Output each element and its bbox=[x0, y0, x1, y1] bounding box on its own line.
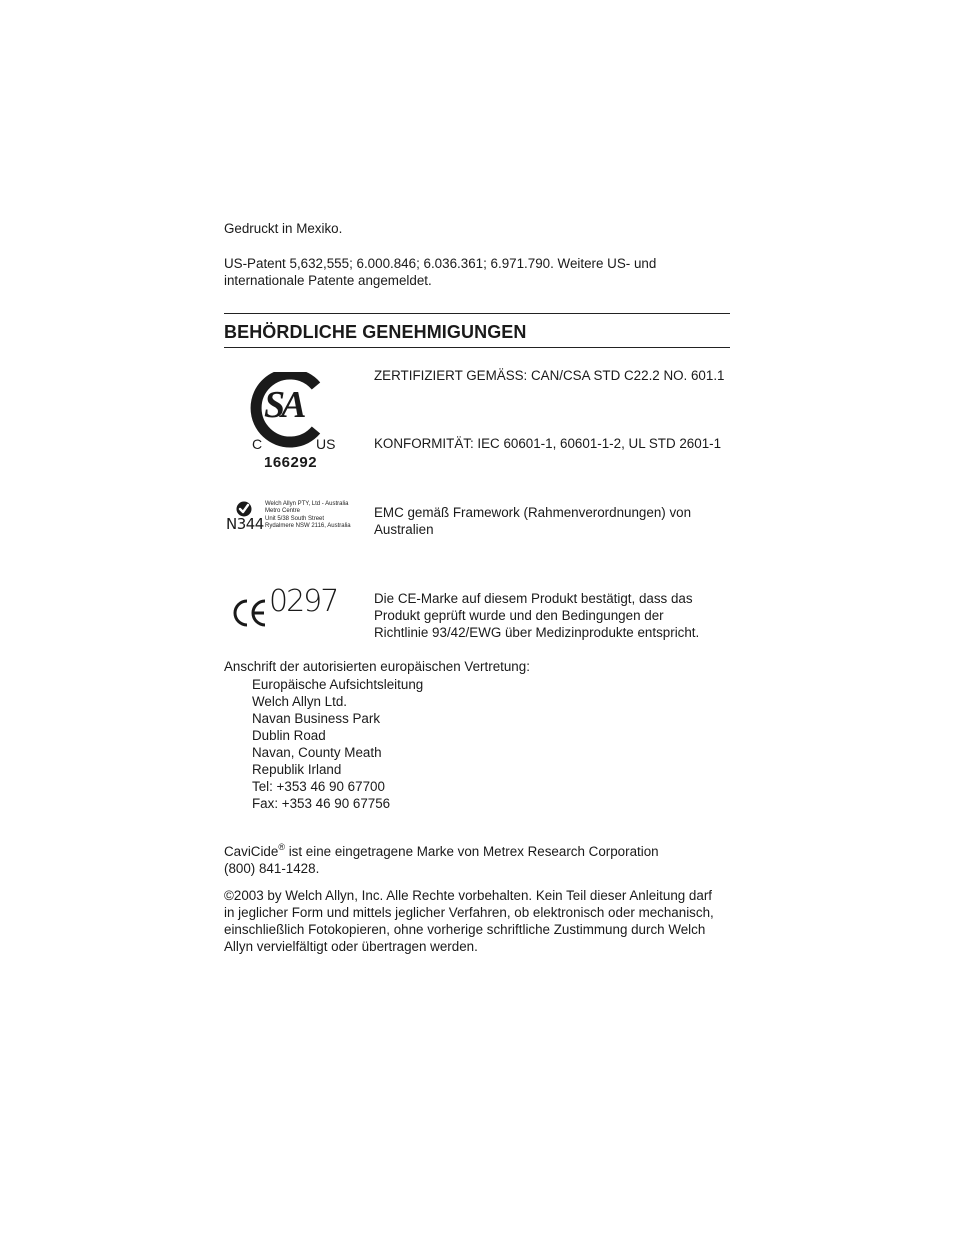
emc-line-1: EMC gemäß Framework (Rahmenverordnungen) von bbox=[374, 505, 692, 520]
ce-text-line-1: Die CE-Marke auf diesem Produkt bestätigt, dass das bbox=[374, 591, 693, 606]
copyright-line-4: Allyn vervielfältigt oder übertragen werden. bbox=[224, 939, 478, 954]
csa-certified: ZERTIFIZIERT GEMÄSS: CAN/CSA STD C22.2 NO. 601.1 bbox=[374, 368, 725, 383]
ce-mark bbox=[231, 584, 341, 630]
csa-logo bbox=[250, 372, 340, 472]
csa-c-label: C bbox=[252, 436, 263, 452]
trademark-rest: ist eine eingetragene Marke von Metrex Research Corporation bbox=[284, 844, 659, 859]
csa-logo-text: SA bbox=[264, 384, 303, 426]
section-title: BEHÖRDLICHE GENEHMIGUNGEN bbox=[224, 322, 527, 342]
ce-text-line-3: Richtlinie 93/42/EWG über Medizinprodukte entspricht. bbox=[374, 625, 700, 640]
representative-address bbox=[252, 676, 423, 812]
ce-text-line-2: Produkt geprüft wurde und den Bedingungen der bbox=[374, 608, 664, 623]
trademark-brand: CaviCide bbox=[224, 844, 279, 859]
copyright-line-1: ©2003 by Welch Allyn, Inc. Alle Rechte vorbehalten. Kein Teil dieser Anleitung darf bbox=[224, 888, 713, 903]
address-line: Tel: +353 46 90 67700 bbox=[252, 779, 385, 794]
ctick-code: N344 bbox=[226, 515, 264, 533]
address-line: Fax: +353 46 90 67756 bbox=[252, 796, 391, 811]
address-line: Dublin Road bbox=[252, 728, 326, 743]
ctick-address-line: Rydalmere NSW 2116, Australia bbox=[265, 523, 351, 530]
emc-line-2: Australien bbox=[374, 522, 434, 537]
ctick-address-line: Unit 5/38 South Street bbox=[265, 515, 325, 522]
csa-us-label: US bbox=[316, 436, 336, 452]
representative-label: Anschrift der autorisierten europäischen Vertretung: bbox=[224, 659, 530, 674]
patent-line-2: internationale Patente angemeldet. bbox=[224, 273, 432, 288]
patent-line-1: US-Patent 5,632,555; 6.000.846; 6.036.361; 6.971.790. Weitere US- und bbox=[224, 256, 657, 271]
csa-conformity: KONFORMITÄT: IEC 60601-1, 60601-1-2, UL STD 2601-1 bbox=[374, 436, 722, 451]
ctick-address-line: Welch Allyn PTY, Ltd - Australia bbox=[265, 501, 349, 507]
printed-in: Gedruckt in Mexiko. bbox=[224, 221, 343, 236]
copyright-line-2: in jeglicher Form und mittels jeglicher Verfahren, ob elektronisch oder mechanisch, bbox=[224, 905, 714, 920]
copyright-line-3: einschließlich Fotokopieren, ohne vorherige schriftliche Zustimmung durch Welch bbox=[224, 922, 706, 937]
address-line: Navan Business Park bbox=[252, 711, 381, 726]
csa-number: 166292 bbox=[264, 454, 318, 471]
section-rule-top bbox=[224, 313, 730, 314]
trademark-reg: ® bbox=[278, 842, 285, 852]
address-line: Welch Allyn Ltd. bbox=[252, 694, 348, 709]
trademark-line-1 bbox=[224, 843, 659, 860]
ce-number: 0297 bbox=[269, 584, 338, 619]
ce-icon bbox=[231, 598, 269, 628]
address-line: Navan, County Meath bbox=[252, 745, 382, 760]
section-rule-bottom bbox=[224, 347, 730, 348]
address-line: Europäische Aufsichtsleitung bbox=[252, 677, 424, 692]
ctick-address-line: Metro Centre bbox=[265, 508, 301, 515]
ctick-mark bbox=[226, 500, 366, 540]
trademark-line-2: (800) 841-1428. bbox=[224, 861, 320, 876]
address-line: Republik Irland bbox=[252, 762, 342, 777]
